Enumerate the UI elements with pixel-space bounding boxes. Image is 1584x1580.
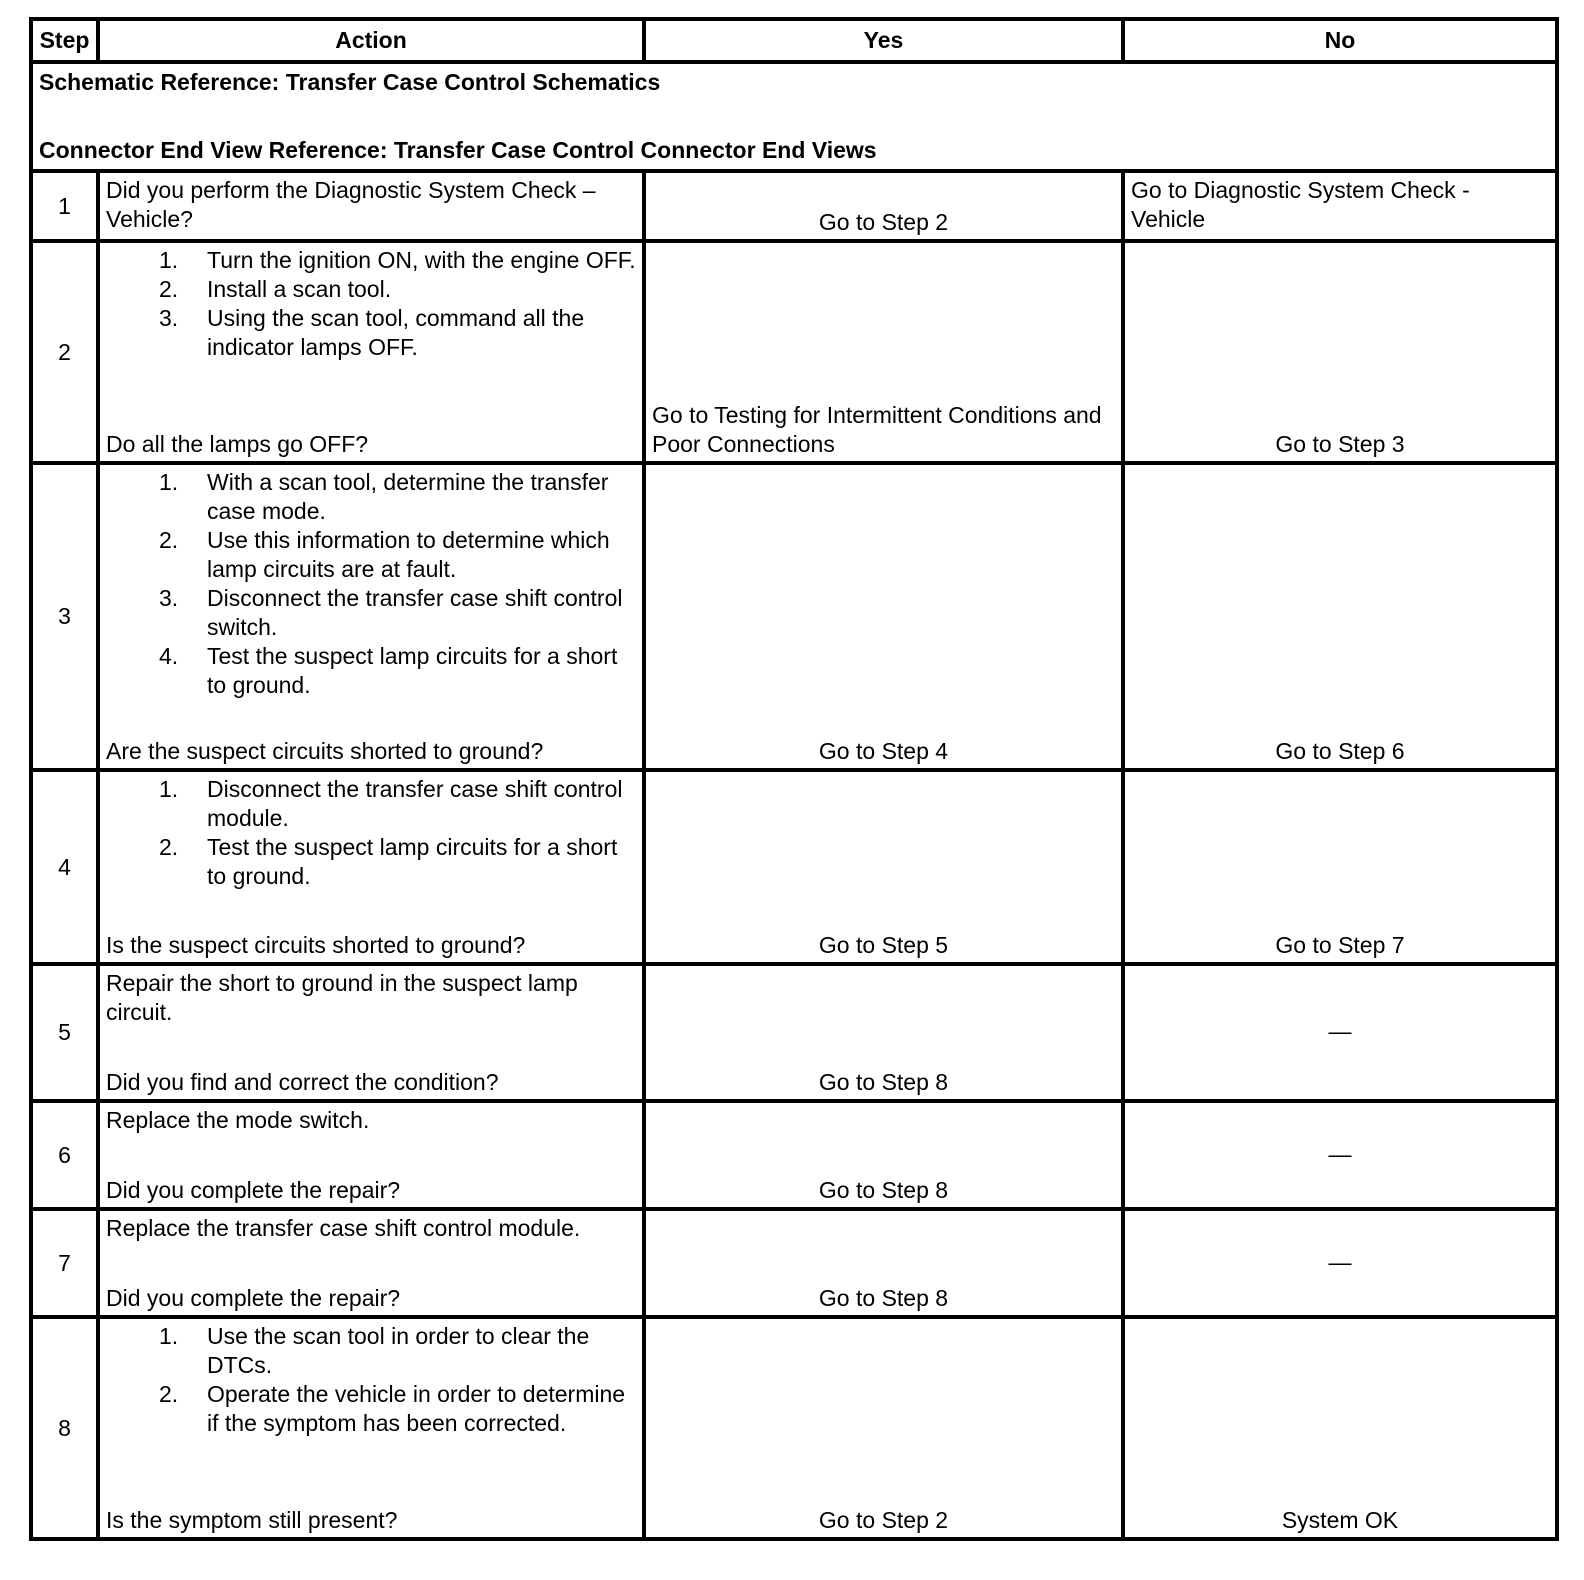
step-text: Install a scan tool. [207, 276, 392, 302]
step-text: Test the suspect lamp circuits for a short to ground. [207, 834, 618, 889]
action-question: Are the suspect circuits shorted to ground? [106, 738, 544, 764]
no-cell: Go to Step 6 [1123, 463, 1557, 770]
action-question: Did you complete the repair? [106, 1177, 401, 1203]
no-cell: — [1123, 1209, 1557, 1317]
action-question: Is the symptom still present? [106, 1507, 398, 1533]
step-text: Use the scan tool in order to clear the DTCs. [207, 1323, 590, 1378]
list-item: 1. Turn the ignition ON, with the engine OFF. [159, 247, 636, 273]
yes-cell: Go to Step 4 [644, 463, 1123, 770]
no-cell: — [1123, 964, 1557, 1101]
list-item: 1. Use the scan tool in order to clear the DTCs. [159, 1322, 636, 1380]
step-number: 5 [31, 964, 98, 1101]
step-number: 8 [31, 1317, 98, 1539]
header-no: No [1123, 19, 1557, 62]
yes-cell: Go to Step 5 [644, 770, 1123, 964]
step-text: Disconnect the transfer case shift control module. [207, 776, 623, 831]
action-content [106, 1106, 636, 1205]
yes-cell: Go to Step 8 [644, 964, 1123, 1101]
reference-cell [31, 62, 1557, 171]
step-number: 3 [31, 463, 98, 770]
action-cell [98, 1317, 644, 1539]
action-text: Repair the short to ground in the suspect lamp circuit. [106, 970, 578, 1025]
action-cell [98, 1101, 644, 1209]
action-text: Replace the mode switch. [106, 1107, 370, 1133]
step-text: Test the suspect lamp circuits for a short to ground. [207, 643, 618, 698]
action-cell [98, 964, 644, 1101]
yes-cell: Go to Step 2 [644, 1317, 1123, 1539]
yes-cell: Go to Testing for Intermittent Conditions and Poor Connections [644, 241, 1123, 463]
action-question: Do all the lamps go OFF? [106, 431, 369, 457]
action-cell [98, 171, 644, 241]
table-row [31, 241, 1557, 463]
table-row [31, 463, 1557, 770]
action-content [106, 1214, 636, 1313]
step-text: Using the scan tool, command all the indicator lamps OFF. [207, 305, 585, 360]
step-number: 4 [31, 770, 98, 964]
no-cell: System OK [1123, 1317, 1557, 1539]
list-item: 2. Use this information to determine which lamp circuits are at fault. [159, 526, 636, 584]
list-item: 1. Disconnect the transfer case shift control module. [159, 775, 636, 833]
table-row [31, 1101, 1557, 1209]
no-cell: Go to Step 3 [1123, 241, 1557, 463]
action-question: Is the suspect circuits shorted to ground? [106, 932, 526, 958]
step-text: Disconnect the transfer case shift control switch. [207, 585, 623, 640]
step-text: Operate the vehicle in order to determine if the symptom has been corrected. [207, 1381, 626, 1436]
no-cell: — [1123, 1101, 1557, 1209]
action-content [106, 246, 636, 459]
schematic-reference: Schematic Reference: Transfer Case Control Schematics [39, 69, 661, 95]
action-question: Did you complete the repair? [106, 1285, 401, 1311]
header-row [31, 19, 1557, 62]
step-number: 7 [31, 1209, 98, 1317]
list-item: 3. Disconnect the transfer case shift control switch. [159, 584, 636, 642]
yes-cell: Go to Step 2 [644, 171, 1123, 241]
action-content [106, 969, 636, 1097]
table-row [31, 770, 1557, 964]
table-row [31, 1209, 1557, 1317]
action-content [106, 1322, 636, 1535]
step-text: Turn the ignition ON, with the engine OFF. [207, 247, 636, 273]
action-text: Did you perform the Diagnostic System Check – Vehicle? [106, 177, 596, 232]
table-row [31, 964, 1557, 1101]
action-cell [98, 463, 644, 770]
step-number: 1 [31, 171, 98, 241]
header-action: Action [98, 19, 644, 62]
reference-row [31, 62, 1557, 171]
action-steps-list [106, 775, 636, 891]
list-item: 3. Using the scan tool, command all the indicator lamps OFF. [159, 304, 636, 362]
list-item: 1. With a scan tool, determine the transfer case mode. [159, 468, 636, 526]
step-number: 6 [31, 1101, 98, 1209]
action-cell [98, 241, 644, 463]
table-row [31, 1317, 1557, 1539]
action-steps-list [106, 468, 636, 700]
yes-cell: Go to Step 8 [644, 1101, 1123, 1209]
action-content [106, 468, 636, 766]
action-cell [98, 1209, 644, 1317]
header-yes: Yes [644, 19, 1123, 62]
action-question: Did you find and correct the condition? [106, 1069, 499, 1095]
list-item: 2. Operate the vehicle in order to determine if the symptom has been corrected. [159, 1380, 636, 1438]
action-steps-list [106, 246, 636, 362]
action-cell [98, 770, 644, 964]
step-text: Use this information to determine which lamp circuits are at fault. [207, 527, 610, 582]
yes-cell: Go to Step 8 [644, 1209, 1123, 1317]
diagnostic-table [29, 17, 1559, 1541]
step-text: With a scan tool, determine the transfer case mode. [207, 469, 609, 524]
action-content [106, 775, 636, 960]
action-steps-list [106, 1322, 636, 1438]
connector-reference: Connector End View Reference: Transfer Case Control Connector End Views [39, 137, 877, 163]
action-text: Replace the transfer case shift control module. [106, 1215, 581, 1241]
list-item: 2. Install a scan tool. [159, 275, 636, 304]
no-cell: Go to Diagnostic System Check - Vehicle [1123, 171, 1557, 241]
step-number: 2 [31, 241, 98, 463]
list-item: 2. Test the suspect lamp circuits for a short to ground. [159, 833, 636, 891]
header-step: Step [31, 19, 98, 62]
no-cell: Go to Step 7 [1123, 770, 1557, 964]
table-row [31, 171, 1557, 241]
list-item: 4. Test the suspect lamp circuits for a short to ground. [159, 642, 636, 700]
